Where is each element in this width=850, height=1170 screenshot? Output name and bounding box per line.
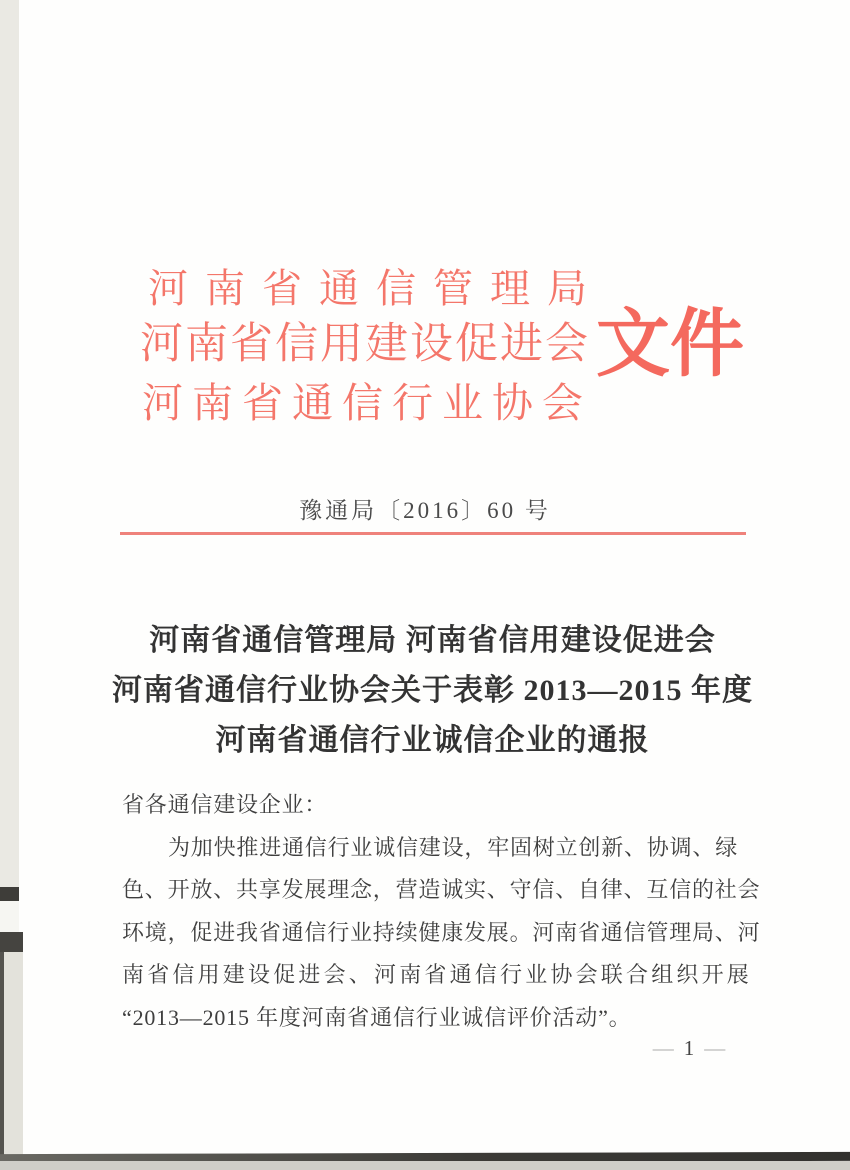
- body-salutation: 省各通信建设企业：: [122, 792, 328, 817]
- scan-bottom-gray-band: [0, 1161, 850, 1170]
- document-title-line-1: 河南省通信管理局 河南省信用建设促进会: [149, 624, 716, 657]
- scan-edge-dark-mark-top: [0, 887, 19, 901]
- scan-edge-lower-strip: [4, 952, 23, 1170]
- page-number-dash-left: —: [652, 1036, 676, 1060]
- body-paragraph-line: 南省信用建设促进会、河南省通信行业协会联合组织开展: [122, 962, 753, 987]
- letterhead-red-rule: [120, 532, 746, 535]
- letterhead-org-line-3: 河南省通信行业协会: [142, 380, 592, 426]
- document-title: [65, 616, 800, 766]
- scan-edge-light-gap: [0, 901, 19, 932]
- scan-edge-dark-mark-bottom: [0, 932, 23, 952]
- page-number: [610, 1036, 770, 1061]
- page-number-value: 1: [683, 1036, 697, 1060]
- document-body: [122, 784, 761, 1039]
- body-paragraph-line: “2013—2015 年度河南省通信行业诚信评价活动”。: [122, 1004, 632, 1030]
- document-title-line-3: 河南省通信行业诚信企业的通报: [215, 724, 650, 757]
- body-paragraph-line: 环境，促进我省通信行业持续健康发展。河南省通信管理局、河: [122, 919, 761, 945]
- document-title-line-2: 河南省通信行业协会关于表彰 2013—2015 年度: [112, 674, 753, 707]
- page-number-dash-right: —: [704, 1036, 728, 1060]
- body-paragraph-line: 色、开放、共享发展理念，营造诚实、守信、自律、互信的社会: [122, 877, 761, 902]
- document-number: 豫通局〔2016〕60 号: [299, 498, 551, 523]
- letterhead-org-line-1: 河南省通信管理局: [148, 266, 604, 311]
- letterhead-org-block: [140, 262, 604, 432]
- body-paragraph-line: 为加快推进通信行业诚信建设，牢固树立创新、协调、绿: [168, 834, 739, 860]
- letterhead-org-line-2: 河南省信用建设促进会: [140, 321, 590, 368]
- letterhead-document-word: 文件: [596, 304, 744, 386]
